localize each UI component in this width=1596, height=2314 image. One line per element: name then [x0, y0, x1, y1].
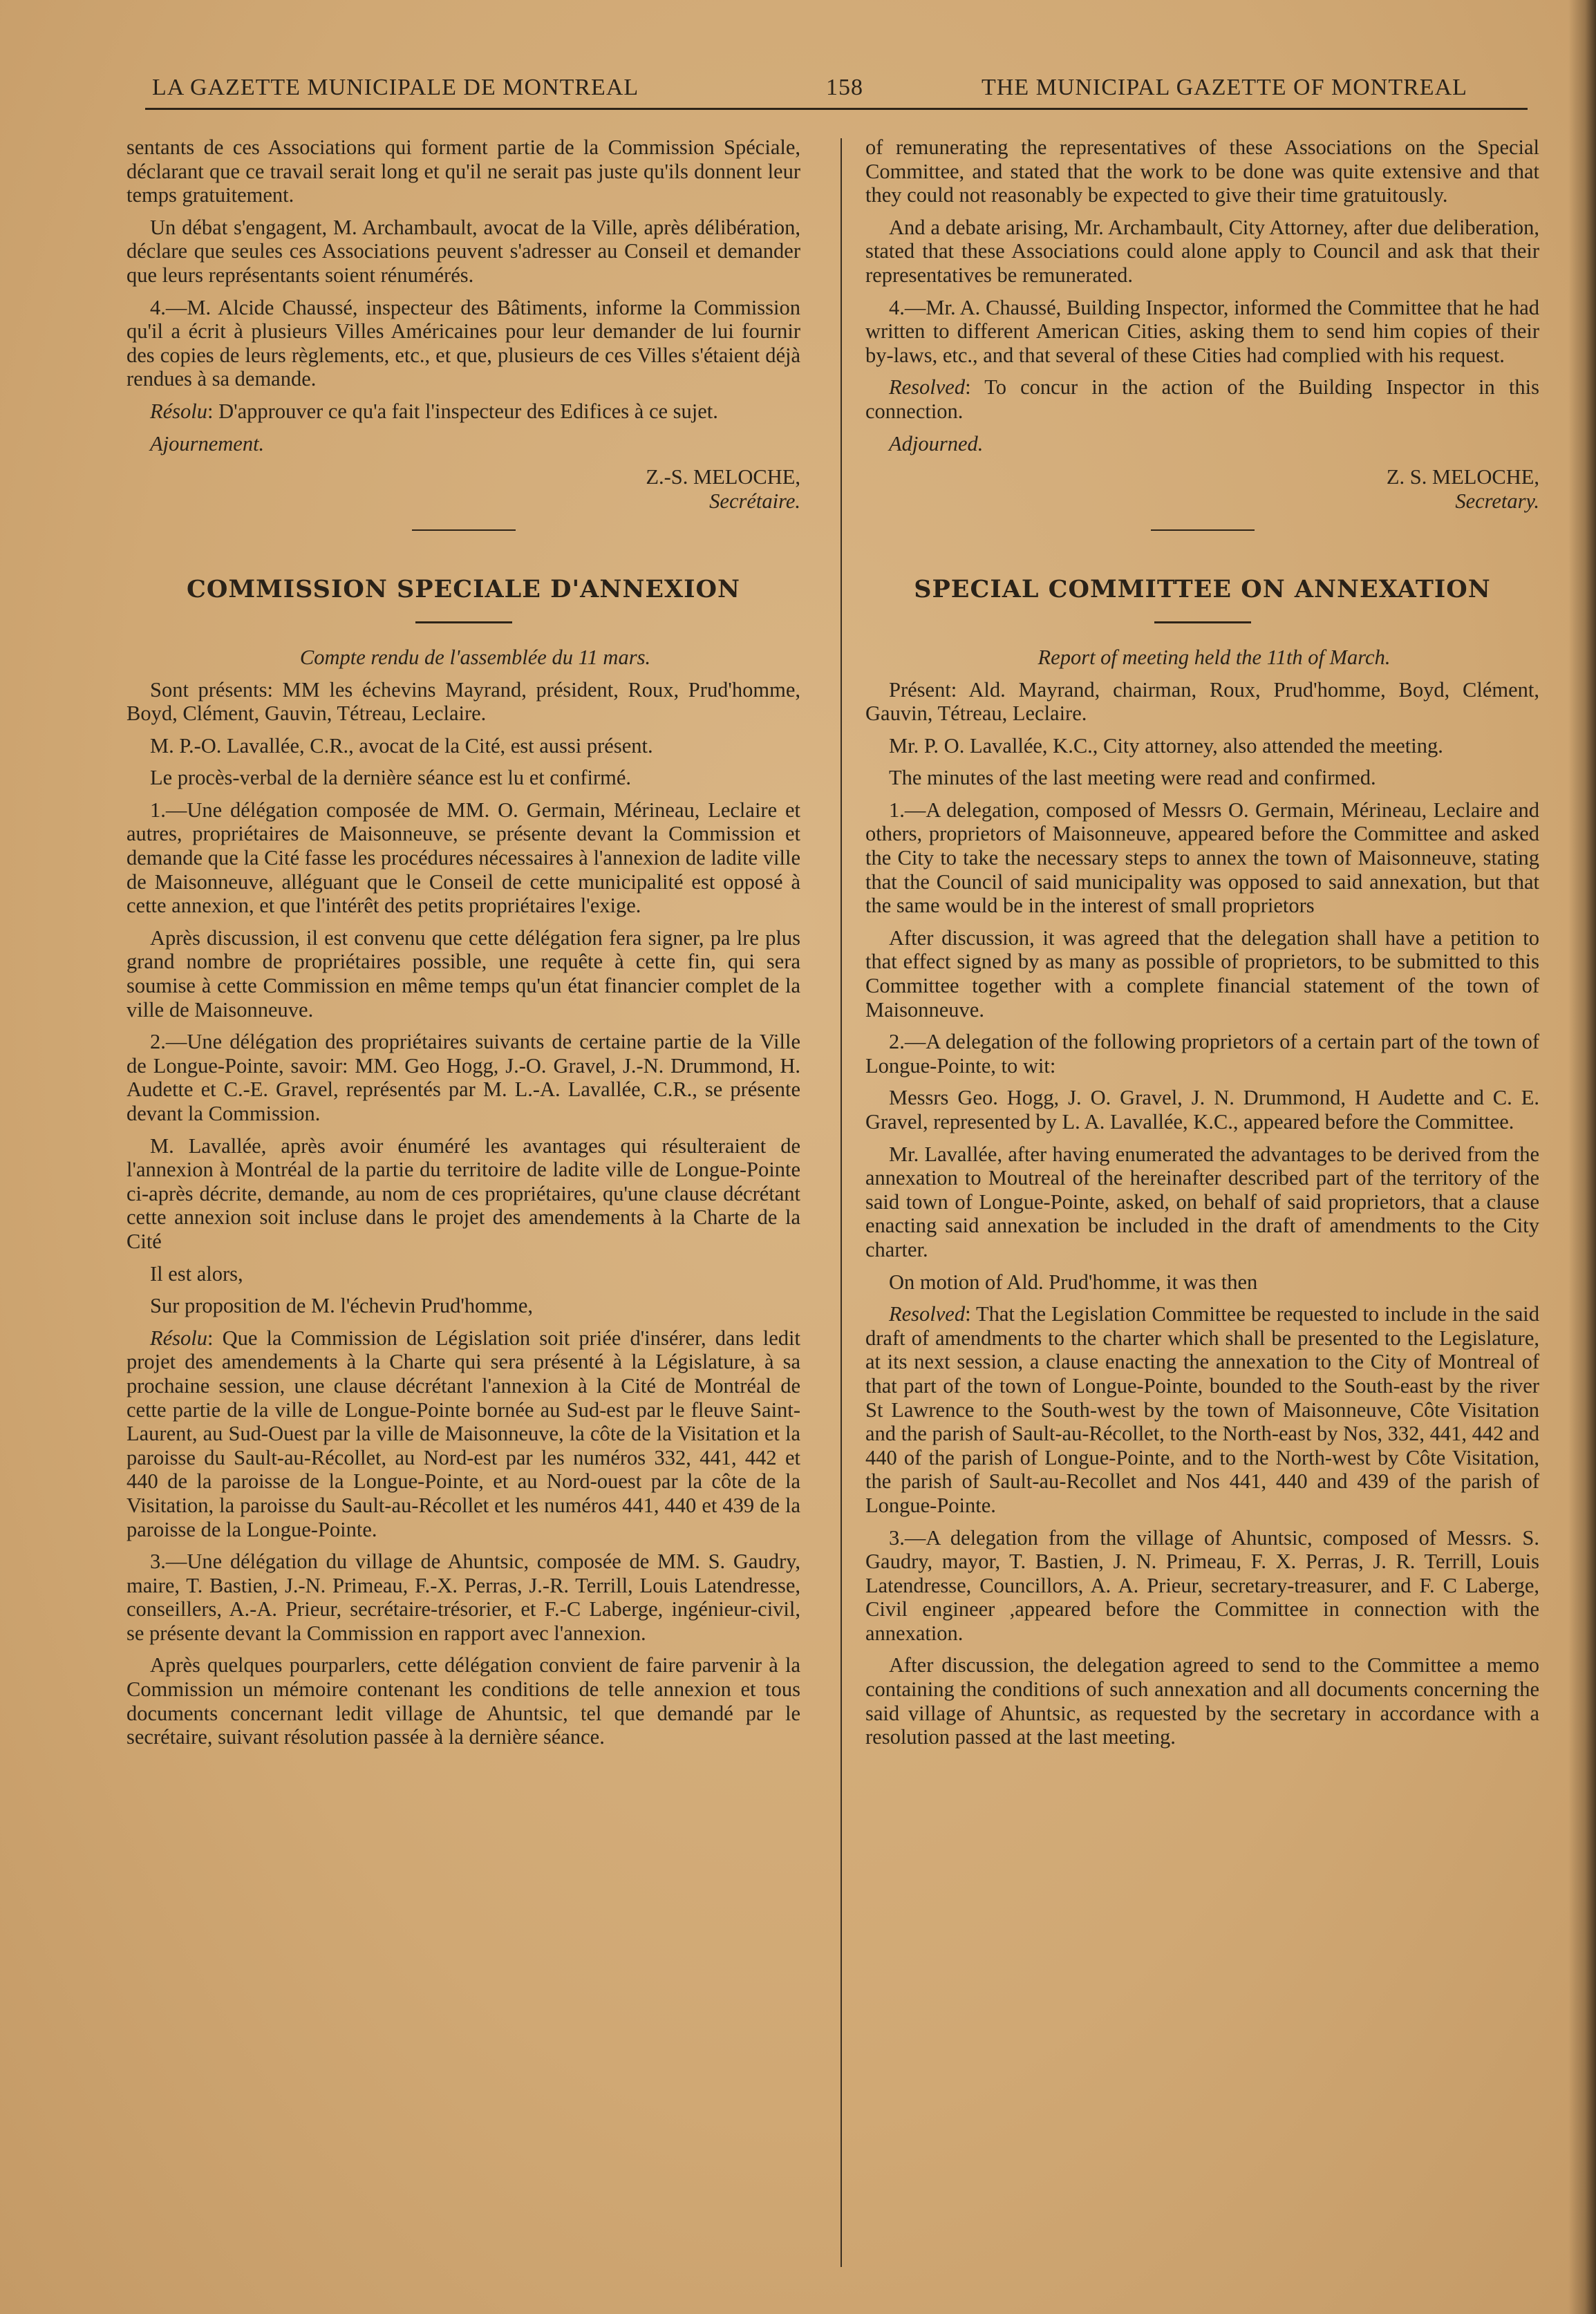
page-number: 158: [826, 75, 863, 100]
resolution-label: Résolu: [150, 399, 208, 423]
resolution-text: : To concur in the action of the Building Inspector in this connection.: [865, 375, 1539, 423]
paragraph: 2.—Une délégation des propriétaires suivants de certaine partie de la Ville de Longue-Pointe, savoir: MM. Geo Hogg, J.-O. Gravel, J.-N. Drummond, H. Audette et C.-E. Gravel, représentés par M. L.-A. Lavallée, C.R., se présente devant la Commission.: [126, 1030, 800, 1125]
paragraph: Mr. P. O. Lavallée, K.C., City attorney, also attended the meeting.: [889, 733, 1443, 758]
adjournment: Ajournement.: [150, 431, 265, 455]
resolution: [126, 1326, 800, 1541]
section-subtitle: Report of meeting held the 11th of March.: [1038, 645, 1391, 669]
running-head: [0, 68, 1596, 109]
paragraph: 4.—M. Alcide Chaussé, inspecteur des Bâtiments, informe la Commission qu'il a écrit à plusieurs Villes Américaines pour leur demander de lui fournir des copies de leurs règlements, etc., et que, plusieurs de ces Villes s'étaient déjà rendues à sa demande.: [126, 295, 800, 391]
resolution-text: : Que la Commission de Législation soit priée d'insérer, dans ledit projet des amendements à la Charte qui sera présenté à la Législature, à sa prochaine session, une clause décrétant l'annexion à la Cité de Montréal de cette partie de la ville de Longue-Pointe bornée au Sud-est par le fleuve Saint-Laurent, au Sud-Ouest par la ville de Maisonneuve, la côte de la Visitation et la paroisse du Sault-au-Récollet, au Nord-est par les numéros 332, 441, 442 et 440 de la paroisse de la Longue-Pointe, et au Nord-ouest par la côte de la Visitation, la paroisse du Sault-au-Récollet et les numéros 441, 440 et 439 de la paroisse de la Longue-Pointe.: [126, 1326, 800, 1541]
separator-rule: [415, 621, 512, 623]
resolution-text: : D'approuver ce qu'a fait l'inspecteur des Edifices à ce sujet.: [207, 399, 718, 423]
paragraph: 3.—Une délégation du village de Ahuntsic, composée de MM. S. Gaudry, maire, T. Bastien, J.-N. Primeau, F.-X. Perras, J.-R. Terrill, Louis Latendresse, conseillers, A.-A. Prieur, secrétaire-trésorier, et F.-C Laberge, ingénieur-civil, se présente devant la Commission en rapport avec l'annexion.: [126, 1550, 800, 1645]
header-rule: [145, 108, 1528, 110]
paragraph: 4.—Mr. A. Chaussé, Building Inspector, informed the Committee that he had written to different American Cities, asking them to send him copies of their by-laws, etc., and that several of these Cities had complied with his request.: [865, 295, 1539, 367]
paragraph: 3.—A delegation from the village of Ahuntsic, composed of Messrs. S. Gaudry, mayor, T. Bastien, J. N. Primeau, F. X. Perras, J. R. Terrill, Louis Latendresse, Councillors, A. A. Prieur, secretary-treasurer, and F. C Laberge, Civil engineer ,appeared before the Committee in connection with the annexation.: [865, 1525, 1539, 1645]
header-english-title: THE MUNICIPAL GAZETTE OF MONTREAL: [982, 75, 1467, 100]
paragraph: 1.—Une délégation composée de MM. O. Germain, Mérineau, Leclaire et autres, propriétaires de Maisonneuve, se présente devant la Commission et demande que la Cité fasse les procédures nécessaires à l'annexion de ladite ville de Maisonneuve, alléguant que le Conseil de cette municipalité est opposé à cette annexion, et que l'intérêt des petits propriétaires l'exige.: [126, 798, 800, 918]
paragraph: After discussion, it was agreed that the delegation shall have a petition to that effect signed by as many as possible of proprietors, to be submitted to this Committee together with a complete financial statement of the town of Maisonneuve.: [865, 925, 1539, 1022]
section-title: SPECIAL COMMITTEE ON ANNEXATION: [914, 575, 1491, 604]
page-edge-shadow: [1568, 0, 1596, 2314]
paragraph: 1.—A delegation, composed of Messrs O. Germain, Mérineau, Leclaire and others, proprietors of Maisonneuve, appeared before the Committee and asked the City to take the necessary steps to annex the town of Maisonneuve, stating that the Council of said municipality was opposed to said annexation, but that the same would be in the interest of small proprietors: [865, 798, 1539, 918]
paragraph: On motion of Ald. Prud'homme, it was then: [889, 1270, 1258, 1294]
english-column: [865, 135, 1539, 1758]
paragraph: Sur proposition de M. l'échevin Prud'homme,: [150, 1294, 534, 1318]
paragraph: Après discussion, il est convenu que cette délégation fera signer, pa lre plus grand nombre de propriétaires possible, une requête à cette fin, qui sera soumise à cette Commission en même temps qu'un état financier complet de la ville de Maisonneuve.: [126, 925, 800, 1022]
french-column: [126, 135, 800, 1758]
resolution: [126, 399, 800, 424]
signature-title: Secretary.: [1455, 489, 1539, 513]
section-title: COMMISSION SPECIALE D'ANNEXION: [186, 575, 741, 604]
paragraph: Présent: Ald. Mayrand, chairman, Roux, Prud'homme, Boyd, Clément, Gauvin, Tétreau, Leclaire.: [865, 677, 1539, 726]
paragraph: After discussion, the delegation agreed to send to the Committee a memo containing the conditions of such annexation and all documents concerning the said village of Ahuntsic, as requested by the secretary in accordance with a resolution passed at the last meeting.: [865, 1653, 1539, 1749]
paragraph: Mr. Lavallée, after having enumerated the advantages to be derived from the annexation to Moutreal of the hereinafter described part of the territory of the said town of Longue-Pointe, asked, on behalf of said proprietors, that a clause enacting said annexation be included in the draft of amendments to the City charter.: [865, 1142, 1539, 1261]
paragraph: Messrs Geo. Hogg, J. O. Gravel, J. N. Drummond, H Audette and C. E. Gravel, represented by L. A. Lavallée, K.C., appeared before the Committee.: [865, 1086, 1539, 1134]
paragraph: 2.—A delegation of the following proprietors of a certain part of the town of Longue-Pointe, to wit:: [865, 1030, 1539, 1078]
separator-rule: [1154, 621, 1251, 623]
resolution-label: Resolved: [889, 1302, 966, 1326]
section-subtitle: Compte rendu de l'assemblée du 11 mars.: [299, 645, 651, 669]
paragraph: Après quelques pourparlers, cette délégation convient de faire parvenir à la Commission un mémoire contenant les conditions de telle annexion et tous documents concernant ledit village de Ahuntsic, tel que demandé par le secrétaire, suivant résolution passée à la dernière séance.: [126, 1653, 800, 1749]
signature-name: Z.-S. MELOCHE,: [646, 465, 800, 489]
paragraph: And a debate arising, Mr. Archambault, City Attorney, after due deliberation, stated that these Associations could alone apply to Council and ask that their representatives be remunerated.: [865, 215, 1539, 287]
signature: [126, 465, 800, 513]
paragraph: sentants de ces Associations qui forment partie de la Commission Spéciale, déclarant que ce travail serait long et qu'il ne serait pas juste qu'ils donnent leur temps gratuitement.: [126, 135, 800, 207]
paragraph: The minutes of the last meeting were read and confirmed.: [889, 766, 1376, 790]
column-divider: [841, 138, 842, 2267]
paragraph: Il est alors,: [150, 1261, 243, 1286]
header-french-title: LA GAZETTE MUNICIPALE DE MONTREAL: [152, 75, 639, 100]
paragraph: M. P.-O. Lavallée, C.R., avocat de la Cité, est aussi présent.: [150, 733, 653, 758]
signature-name: Z. S. MELOCHE,: [1386, 465, 1539, 489]
paragraph: of remunerating the representatives of these Associations on the Special Committee, and stated that the work to be done was quite extensive and that they could not reasonably be expected to give their time gratuitously.: [865, 135, 1539, 207]
adjournment: Adjourned.: [889, 431, 984, 455]
resolution: [865, 375, 1539, 423]
signature: [865, 465, 1539, 513]
paragraph: Sont présents: MM les échevins Mayrand, président, Roux, Prud'homme, Boyd, Clément, Gauvin, Tétreau, Leclaire.: [126, 677, 800, 726]
paragraph: M. Lavallée, après avoir énuméré les avantages qui résulteraient de l'annexion à Montréal de la partie du territoire de ladite ville de Longue-Pointe ci-après décrite, demande, au nom de ces propriétaires, qu'une clause décrétant cette annexion soit incluse dans le projet des amendements à la Charte de la Cité: [126, 1134, 800, 1253]
separator-rule: [1151, 529, 1255, 531]
signature-title: Secrétaire.: [709, 489, 800, 513]
paragraph: Un débat s'engagent, M. Archambault, avocat de la Ville, après délibération, déclare que seules ces Associations peuvent s'adresser au Conseil et demander que leurs représentants soient rénumérés.: [126, 215, 800, 287]
separator-rule: [412, 529, 516, 531]
paragraph: Le procès-verbal de la dernière séance est lu et confirmé.: [150, 766, 632, 790]
resolution: [865, 1302, 1539, 1517]
resolution-text: : That the Legislation Committee be requested to include in the said draft of amendments to the charter which shall be presented to the Legislature, at its next session, a clause enacting the annexation to the City of Montreal of that part of the town of Longue-Pointe, bounded to the South-east by the river St Lawrence to the South-west by the town of Maisonneuve, Côte Visitation and the parish of Sault-au-Récollet, to the North-east by Nos, 332, 441, 442 and 440 of the parish of Longue-Pointe, and to the North-west by Côte Visitation, the parish of Sault-au-Recollet and Nos 441, 440 and 439 of the parish of Longue-Pointe.: [865, 1302, 1539, 1517]
resolution-label: Résolu: [150, 1326, 208, 1350]
resolution-label: Resolved: [889, 375, 966, 399]
